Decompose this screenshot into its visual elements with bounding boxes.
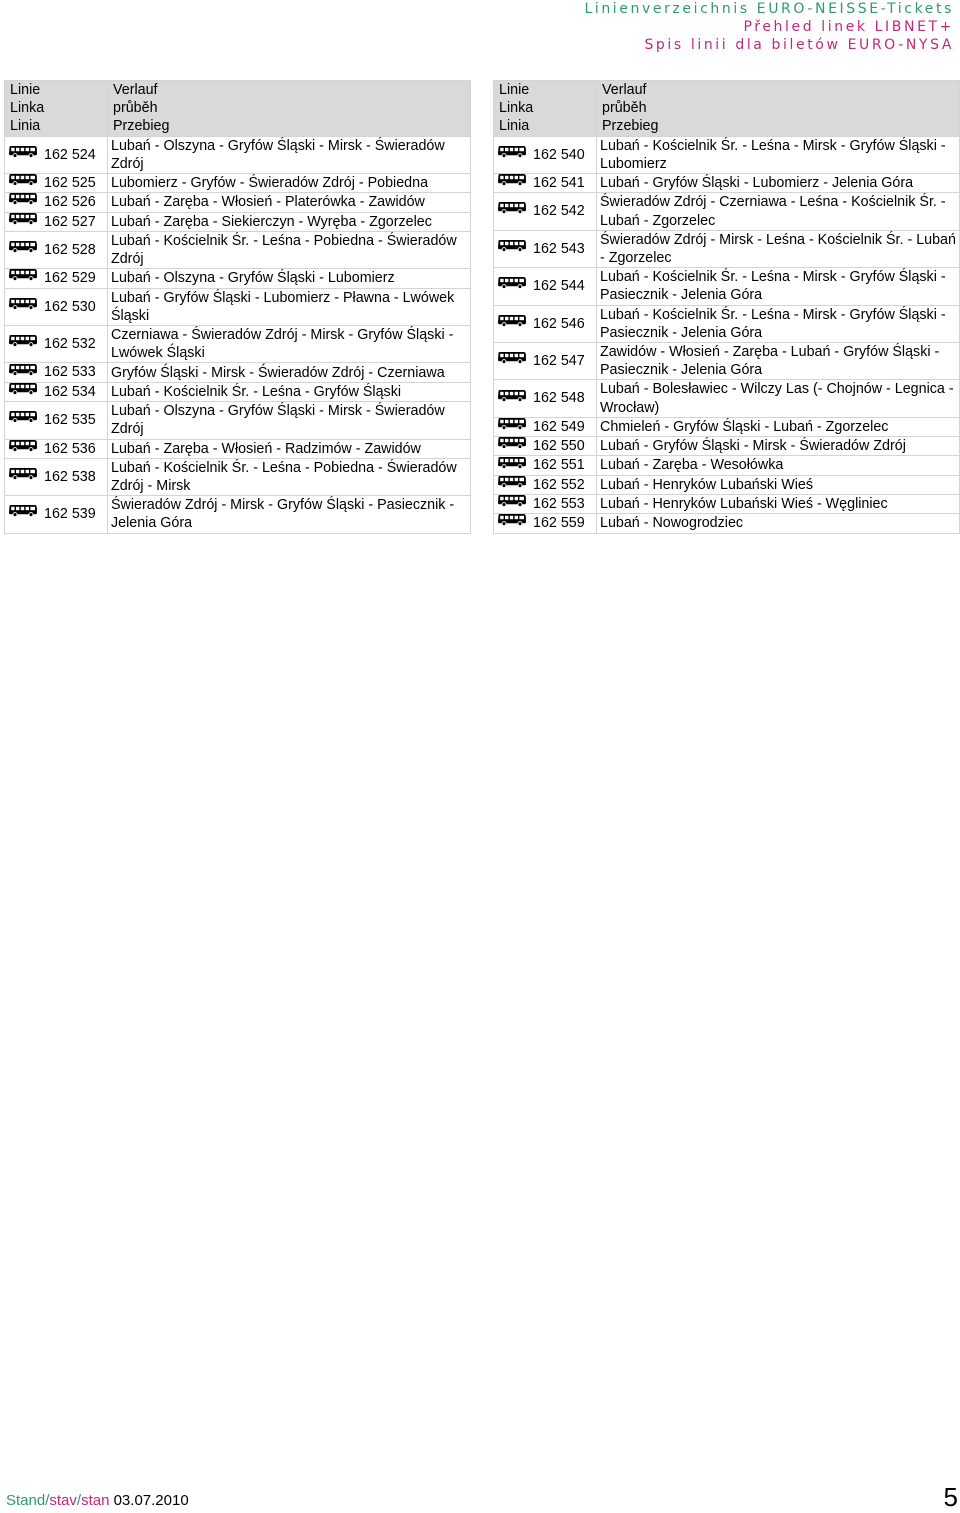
line-number-cell bbox=[5, 458, 108, 495]
table-row bbox=[494, 305, 960, 342]
table-row bbox=[494, 136, 960, 173]
table-row bbox=[494, 514, 960, 533]
line-number-cell bbox=[494, 230, 597, 267]
line-number-cell bbox=[5, 288, 108, 325]
route-cell: Lubań - Olszyna - Gryfów Śląski - Mirsk - Świeradów Zdrój bbox=[108, 136, 471, 173]
route-cell: Lubań - Gryfów Śląski - Mirsk - Świeradów Zdrój bbox=[597, 437, 960, 456]
bus-icon bbox=[8, 297, 38, 315]
footer-stand-cz: stav bbox=[49, 1492, 77, 1509]
line-number-cell bbox=[494, 456, 597, 475]
route-cell: Lubań - Kościelnik Śr. - Leśna - Mirsk - Gryfów Śląski - Lubomierz bbox=[597, 136, 960, 173]
route-cell: Zawidów - Włosień - Zaręba - Lubań - Gryfów Śląski - Pasiecznik - Jelenia Góra bbox=[597, 342, 960, 379]
bus-icon bbox=[497, 239, 527, 257]
line-number-cell bbox=[494, 417, 597, 436]
footer-date-value: 03.07.2010 bbox=[113, 1492, 189, 1509]
footer-stand-pl: stan bbox=[81, 1492, 110, 1509]
route-cell: Czerniawa - Świeradów Zdrój - Mirsk - Gryfów Śląski - Lwówek Śląski bbox=[108, 326, 471, 363]
line-number-cell bbox=[494, 475, 597, 494]
line-number-cell bbox=[5, 269, 108, 288]
route-cell: Lubań - Zaręba - Wesołówka bbox=[597, 456, 960, 475]
route-cell: Lubań - Kościelnik Śr. - Leśna - Mirsk - Gryfów Śląski - Pasiecznik - Jelenia Góra bbox=[597, 268, 960, 305]
route-cell: Świeradów Zdrój - Czerniawa - Leśna - Kościelnik Śr. - Lubań - Zgorzelec bbox=[597, 193, 960, 230]
line-number-cell bbox=[494, 193, 597, 230]
line-number: 162 535 bbox=[44, 412, 96, 429]
bus-icon bbox=[497, 475, 527, 493]
line-number-cell bbox=[494, 495, 597, 514]
table-row bbox=[5, 382, 471, 401]
header-title-pl: Spis linii dla biletów EURO-NYSA bbox=[644, 37, 954, 53]
line-number: 162 550 bbox=[533, 438, 585, 455]
table-header-row bbox=[5, 81, 471, 137]
line-number-cell bbox=[494, 136, 597, 173]
route-cell: Lubań - Gryfów Śląski - Lubomierz - Pławna - Lwówek Śląski bbox=[108, 288, 471, 325]
line-number-cell bbox=[494, 437, 597, 456]
line-number: 162 527 bbox=[44, 213, 96, 230]
table-row bbox=[494, 456, 960, 475]
bus-icon bbox=[497, 389, 527, 407]
line-number-cell bbox=[494, 380, 597, 417]
table-row bbox=[494, 193, 960, 230]
line-rows-left bbox=[5, 136, 471, 533]
table-header-row bbox=[494, 81, 960, 137]
route-cell: Gryfów Śląski - Mirsk - Świeradów Zdrój - Czerniawa bbox=[108, 363, 471, 382]
bus-icon bbox=[497, 514, 527, 532]
line-number: 162 533 bbox=[44, 364, 96, 381]
table-row bbox=[5, 402, 471, 439]
line-table-right bbox=[493, 80, 960, 534]
line-rows-right bbox=[494, 136, 960, 533]
table-row bbox=[494, 230, 960, 267]
table-row bbox=[5, 269, 471, 288]
line-number: 162 526 bbox=[44, 194, 96, 211]
table-row bbox=[494, 495, 960, 514]
bus-icon bbox=[8, 193, 38, 211]
bus-icon bbox=[497, 495, 527, 513]
column-header-route: Verlauf průběh Przebieg bbox=[597, 81, 960, 137]
line-number-cell bbox=[5, 439, 108, 458]
line-number: 162 544 bbox=[533, 278, 585, 295]
table-row bbox=[5, 439, 471, 458]
line-number: 162 530 bbox=[44, 298, 96, 315]
line-number-cell bbox=[5, 212, 108, 231]
line-number: 162 540 bbox=[533, 146, 585, 163]
document-header bbox=[584, 0, 954, 54]
line-number-cell bbox=[494, 342, 597, 379]
line-number-cell bbox=[5, 231, 108, 268]
table-row bbox=[494, 268, 960, 305]
column-header-line: Linie Linka Linia bbox=[5, 81, 108, 137]
table-row bbox=[5, 174, 471, 193]
route-cell: Lubań - Olszyna - Gryfów Śląski - Lubomierz bbox=[108, 269, 471, 288]
bus-icon bbox=[497, 314, 527, 332]
line-number: 162 543 bbox=[533, 240, 585, 257]
route-cell: Świeradów Zdrój - Mirsk - Gryfów Śląski - Pasiecznik - Jelenia Góra bbox=[108, 496, 471, 533]
line-number: 162 525 bbox=[44, 175, 96, 192]
bus-icon bbox=[8, 212, 38, 230]
route-cell: Lubań - Zaręba - Włosień - Radzimów - Zawidów bbox=[108, 439, 471, 458]
table-row bbox=[494, 475, 960, 494]
column-header-line: Linie Linka Linia bbox=[494, 81, 597, 137]
footer-date: Stand/stav/stan 03.07.2010 bbox=[6, 1492, 189, 1509]
bus-icon bbox=[8, 145, 38, 163]
route-cell: Lubań - Kościelnik Śr. - Leśna - Gryfów Śląski bbox=[108, 382, 471, 401]
line-number: 162 538 bbox=[44, 468, 96, 485]
bus-icon bbox=[8, 334, 38, 352]
bus-icon bbox=[497, 145, 527, 163]
table-row bbox=[494, 437, 960, 456]
line-number: 162 547 bbox=[533, 353, 585, 369]
line-number: 162 541 bbox=[533, 175, 585, 192]
table-row bbox=[5, 212, 471, 231]
line-number: 162 546 bbox=[533, 315, 585, 332]
table-row bbox=[5, 326, 471, 363]
route-cell: Lubań - Zaręba - Włosień - Platerówka - Zawidów bbox=[108, 193, 471, 212]
bus-icon bbox=[8, 439, 38, 457]
bus-icon bbox=[8, 363, 38, 381]
bus-icon bbox=[8, 269, 38, 287]
bus-icon bbox=[8, 240, 38, 258]
line-number-cell bbox=[5, 363, 108, 382]
line-number-cell bbox=[5, 402, 108, 439]
line-number: 162 552 bbox=[533, 476, 585, 493]
bus-icon bbox=[8, 382, 38, 400]
bus-icon bbox=[497, 276, 527, 294]
line-number: 162 553 bbox=[533, 496, 585, 513]
header-title-de: Linienverzeichnis EURO-NEISSE-Tickets bbox=[584, 1, 954, 17]
line-table-left bbox=[4, 80, 471, 534]
table-row bbox=[5, 458, 471, 495]
table-row bbox=[5, 193, 471, 212]
bus-icon bbox=[497, 417, 527, 435]
line-number: 162 549 bbox=[533, 418, 585, 435]
page-number: 5 bbox=[943, 1482, 958, 1512]
table-row bbox=[494, 417, 960, 436]
route-cell: Lubań - Kościelnik Śr. - Leśna - Pobiedna - Świeradów Zdrój - Mirsk bbox=[108, 458, 471, 495]
line-number: 162 536 bbox=[44, 440, 96, 457]
bus-icon bbox=[497, 201, 527, 219]
table-row bbox=[5, 363, 471, 382]
line-number-cell bbox=[5, 496, 108, 533]
table-row bbox=[5, 231, 471, 268]
line-number-cell bbox=[5, 326, 108, 363]
footer-stand-de: Stand bbox=[6, 1492, 46, 1509]
bus-icon bbox=[497, 174, 527, 192]
bus-icon bbox=[497, 351, 527, 369]
route-cell: Lubań - Zaręba - Siekierczyn - Wyręba - Zgorzelec bbox=[108, 212, 471, 231]
line-number-cell bbox=[5, 136, 108, 173]
route-cell: Lubań - Henryków Lubański Wieś bbox=[597, 475, 960, 494]
line-number: 162 548 bbox=[533, 390, 585, 407]
route-cell: Lubań - Olszyna - Gryfów Śląski - Mirsk - Świeradów Zdrój bbox=[108, 402, 471, 439]
column-header-route: Verlauf průběh Przebieg bbox=[108, 81, 471, 137]
table-row bbox=[5, 496, 471, 533]
line-number-cell bbox=[5, 174, 108, 193]
line-number: 162 524 bbox=[44, 146, 96, 163]
route-cell: Lubań - Bolesławiec - Wilczy Las (- Chojnów - Legnica - Wrocław) bbox=[597, 380, 960, 417]
route-cell: Lubomierz - Gryfów - Świeradów Zdrój - Pobiedna bbox=[108, 174, 471, 193]
line-number: 162 551 bbox=[533, 457, 585, 474]
line-number-cell bbox=[494, 514, 597, 533]
line-number: 162 529 bbox=[44, 270, 96, 287]
table-row bbox=[494, 174, 960, 193]
line-number-cell bbox=[494, 305, 597, 342]
route-cell: Lubań - Nowogrodziec bbox=[597, 514, 960, 533]
route-cell: Lubań - Kościelnik Śr. - Leśna - Mirsk - Gryfów Śląski - Pasiecznik - Jelenia Góra bbox=[597, 305, 960, 342]
header-title-cz: Přehled linek LIBNET+ bbox=[743, 19, 954, 35]
bus-icon bbox=[8, 174, 38, 192]
line-number-cell bbox=[5, 382, 108, 401]
route-cell: Lubań - Gryfów Śląski - Lubomierz - Jelenia Góra bbox=[597, 174, 960, 193]
route-cell: Świeradów Zdrój - Mirsk - Leśna - Kościelnik Śr. - Lubań - Zgorzelec bbox=[597, 230, 960, 267]
line-number-cell bbox=[494, 174, 597, 193]
line-number: 162 559 bbox=[533, 515, 585, 532]
table-row bbox=[5, 288, 471, 325]
route-cell: Chmieleń - Gryfów Śląski - Lubań - Zgorzelec bbox=[597, 417, 960, 436]
line-number-cell bbox=[5, 193, 108, 212]
line-number: 162 528 bbox=[44, 242, 96, 258]
line-number: 162 534 bbox=[44, 383, 96, 400]
line-number: 162 539 bbox=[44, 506, 96, 523]
table-row bbox=[494, 380, 960, 417]
bus-icon bbox=[497, 437, 527, 455]
bus-icon bbox=[8, 467, 38, 485]
bus-icon bbox=[497, 456, 527, 474]
line-number: 162 542 bbox=[533, 203, 585, 220]
route-cell: Lubań - Henryków Lubański Wieś - Węgliniec bbox=[597, 495, 960, 514]
table-row bbox=[5, 136, 471, 173]
table-row bbox=[494, 342, 960, 379]
bus-icon bbox=[8, 410, 38, 428]
line-number-cell bbox=[494, 268, 597, 305]
route-cell: Lubań - Kościelnik Śr. - Leśna - Pobiedna - Świeradów Zdrój bbox=[108, 231, 471, 268]
line-number: 162 532 bbox=[44, 336, 96, 353]
bus-icon bbox=[8, 504, 38, 522]
